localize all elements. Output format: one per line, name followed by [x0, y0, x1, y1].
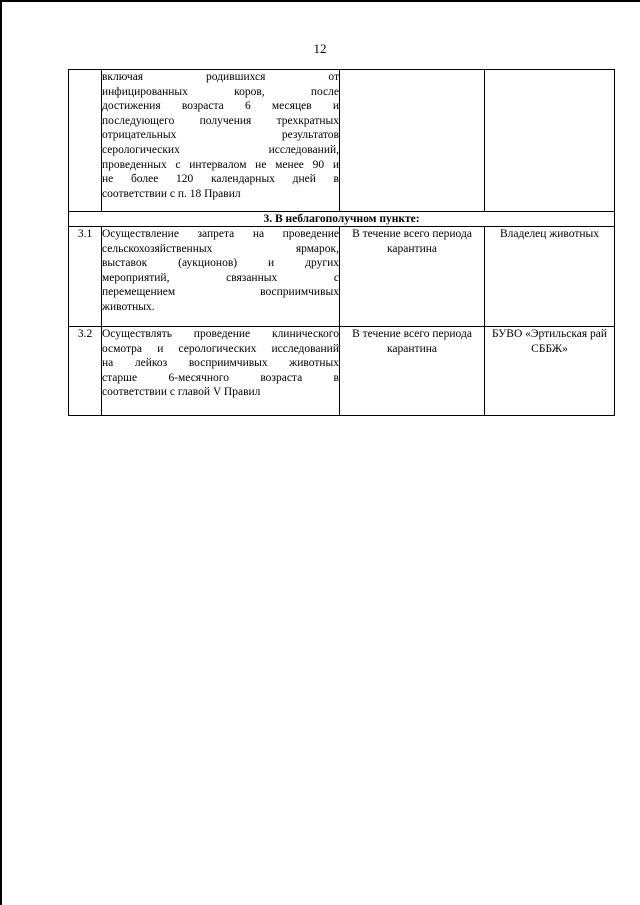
table-row	[69, 327, 615, 416]
action-line: отрицательных результатов	[102, 129, 339, 142]
row-number: 3.2	[69, 327, 102, 416]
table-row	[69, 70, 615, 212]
action-line: на лейкоз восприимчивых животных	[102, 357, 339, 370]
action-line: последующего получения трехкратных	[102, 114, 339, 127]
action-line: соответствии с п. 18 Правил	[102, 187, 241, 200]
action-line: животных.	[102, 300, 155, 313]
action-line: выставок (аукционов) и других	[102, 257, 339, 270]
section-header: 3. В неблагополучном пункте:	[69, 212, 615, 227]
action-line: Осуществление запрета на проведение	[102, 228, 339, 240]
action-line: серологических исследований,	[102, 143, 339, 156]
action-line: достижения возраста 6 месяцев и	[102, 100, 339, 113]
term-cell	[340, 70, 485, 212]
action-line: не более 120 календарных дней в	[102, 173, 339, 186]
responsible-cell	[485, 70, 615, 212]
action-line: сельскохозяйственных ярмарок,	[102, 242, 339, 255]
action-line: мероприятий, связанных с	[102, 271, 339, 284]
measures-table	[68, 69, 615, 416]
action-line: инфицированных коров, после	[102, 85, 339, 98]
row-number	[69, 70, 102, 212]
action-line: старше 6-месячного возраста в	[102, 371, 339, 384]
responsible-cell: БУВО «Эртильская рай СББЖ»	[485, 327, 615, 416]
action-line: перемещением восприимчивых	[102, 286, 339, 299]
responsible-cell: Владелец животных	[485, 227, 615, 327]
action-line: соответствии с главой V Правил	[102, 386, 261, 399]
action-cell	[102, 70, 340, 212]
term-cell: В течение всего периода карантина	[340, 327, 485, 416]
action-cell	[102, 327, 340, 416]
page-number: 12	[313, 41, 327, 56]
action-cell	[102, 227, 340, 327]
scan-frame-top	[0, 0, 640, 2]
row-number: 3.1	[69, 227, 102, 327]
action-line: осмотра и серологических исследований	[102, 342, 339, 355]
section-header-row	[69, 212, 615, 227]
term-cell: В течение всего периода карантина	[340, 227, 485, 327]
action-line: Осуществлять проведение клинического	[102, 328, 339, 340]
table-row	[69, 227, 615, 327]
action-line: проведенных с интервалом не менее 90 и	[102, 158, 339, 171]
scan-frame-left	[0, 0, 2, 905]
action-line: включая родившихся от	[102, 71, 339, 83]
